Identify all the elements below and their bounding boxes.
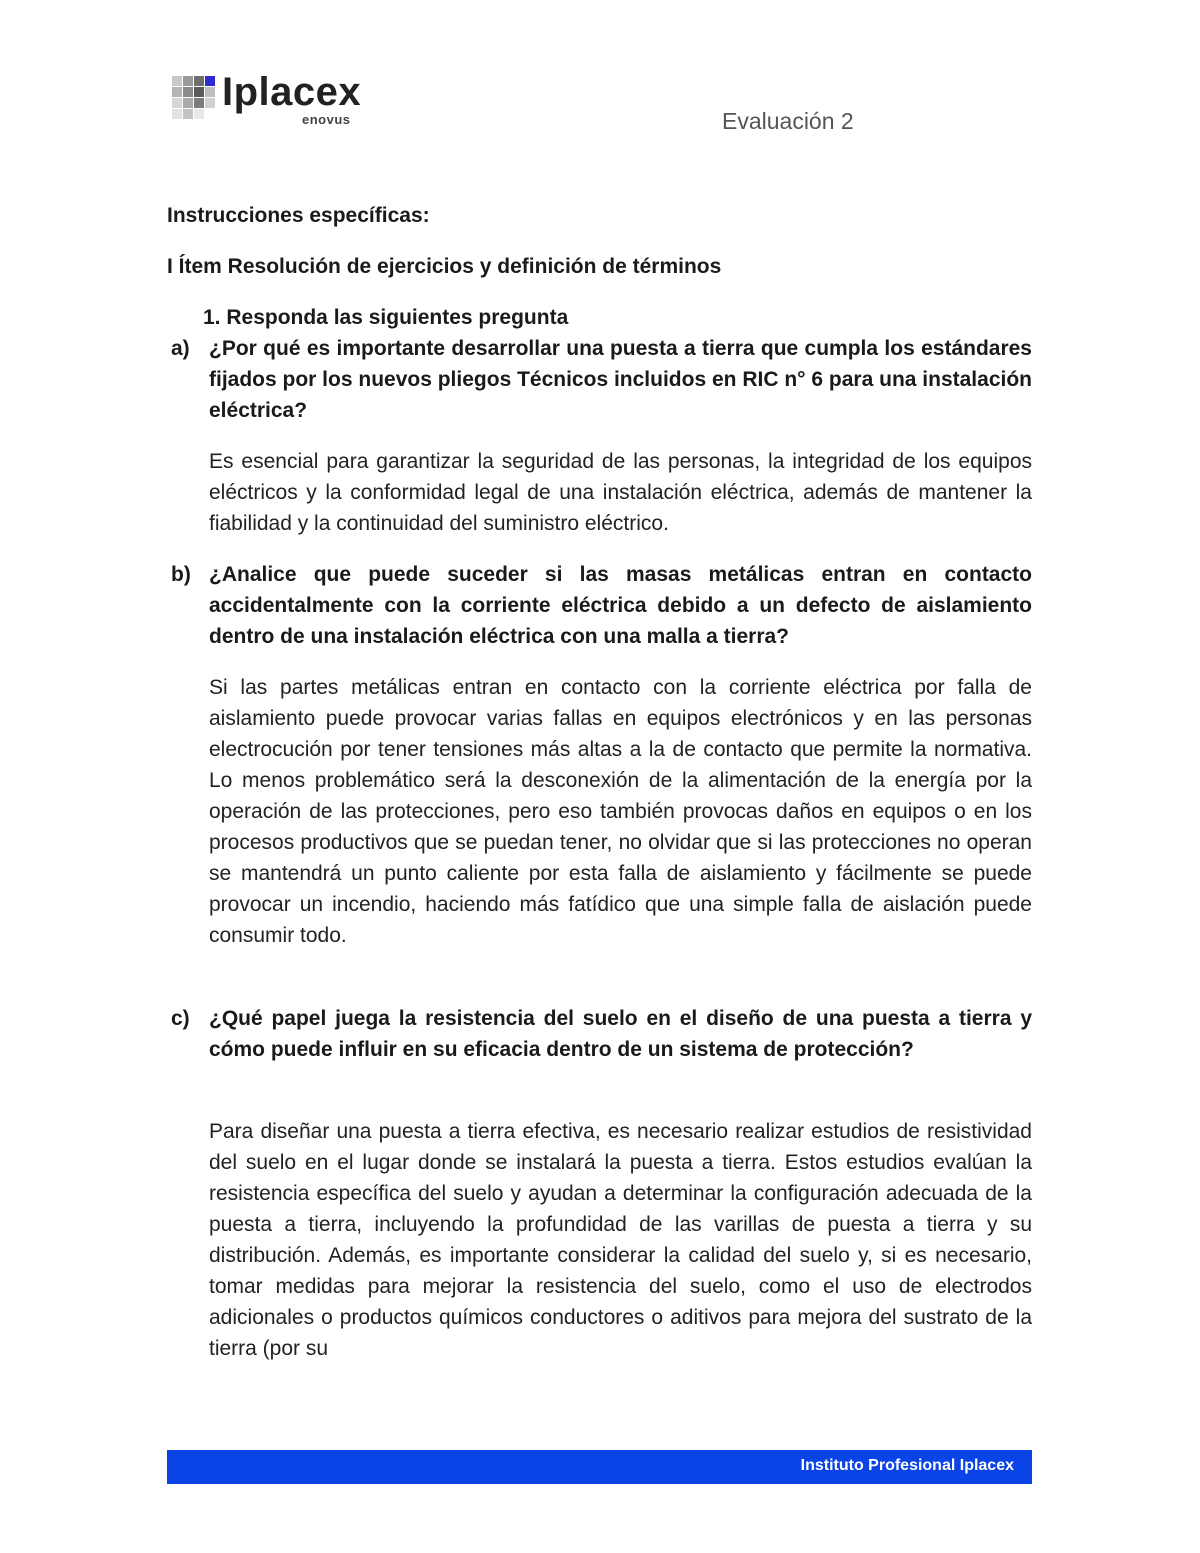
question-label: a) (171, 337, 190, 360)
answer-b: Si las partes metálicas entran en contacto con la corriente eléctrica por falla de aislamiento puede provocar varias fallas en equipos electrónicos y en las personas electrocución por tener tensiones más altas a la de contacto que permite la normativa. Lo menos problemático será la desconexión de la alimentación de la energía por la operación de las protecciones, pero eso también provocas daños en equipos o en los procesos productivos que se puedan tener, no olvidar que si las protecciones no operan se mantendrá un punto caliente por esta falla de aislamiento y fácilmente se puede provocar un incendio, haciendo más fatídico que una simple falla de aislación puede consumir todo. (209, 676, 1032, 947)
footer-bar (167, 1450, 1032, 1484)
item-title: I Ítem Resolución de ejercicios y definición de términos (167, 255, 722, 278)
question-text: ¿Analice que puede suceder si las masas metálicas entran en contacto accidentalmente con la corriente eléctrica debido a un defecto de aislamiento dentro de una instalación eléctrica con una malla a tierra? (209, 563, 1032, 648)
numbered-heading: 1. Responda las siguientes pregunta (203, 306, 569, 329)
page-title: Evaluación 2 (722, 108, 854, 134)
footer-text: Instituto Profesional Iplacex (800, 1457, 1014, 1474)
logo-wordmark: Iplacex (222, 70, 362, 114)
answer-a: Es esencial para garantizar la seguridad de las personas, la integridad de los equipos eléctricos y la conformidad legal de una instalación eléctrica, además de mantener la fiabilidad y la continuidad del suministro eléctrico. (209, 450, 1032, 535)
iplacex-logo (172, 70, 372, 130)
logo-grid-icon (172, 76, 216, 120)
logo-subtitle: enovus (302, 112, 351, 127)
question-label: b) (171, 563, 191, 586)
instructions-title: Instrucciones específicas: (167, 204, 430, 227)
answer-c: Para diseñar una puesta a tierra efectiva, es necesario realizar estudios de resistividad del suelo en el lugar donde se instalará la puesta a tierra. Estos estudios evalúan la resistencia específica del suelo y ayudan a determinar la configuración adecuada de la puesta a tierra, incluyendo la profundidad de las varillas de puesta a tierra y su distribución. Además, es importante considerar la calidad del suelo y, si es necesario, tomar medidas para mejorar la resistencia del suelo, como el uso de electrodos adicionales o productos químicos conductores o aditivos para mejora del sustrato de la tierra (por su (209, 1120, 1032, 1360)
question-text: ¿Qué papel juega la resistencia del suelo en el diseño de una puesta a tierra y cómo puede influir en su eficacia dentro de un sistema de protección? (209, 1007, 1032, 1061)
question-label: c) (171, 1007, 190, 1030)
question-text: ¿Por qué es importante desarrollar una puesta a tierra que cumpla los estándares fijados por los nuevos pliegos Técnicos incluidos en RIC n° 6 para una instalación eléctrica? (209, 337, 1032, 422)
